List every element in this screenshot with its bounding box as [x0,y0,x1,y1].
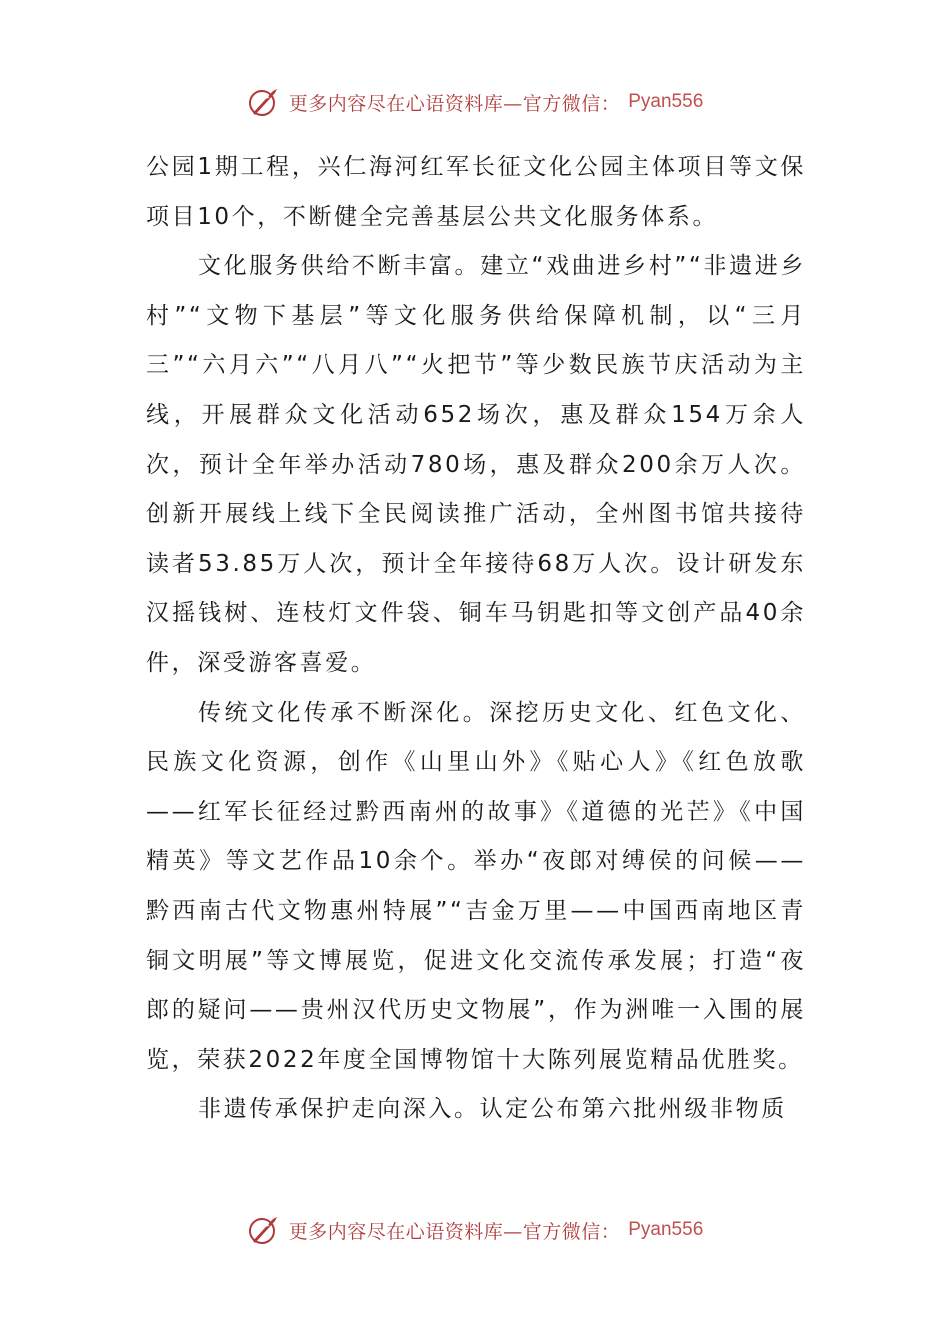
watermark-text: 更多内容尽在心语资料库—官方微信： [288,92,621,115]
document-body [146,143,806,1135]
quill-pen-logo-icon [247,1213,281,1247]
footer-watermark [0,1210,950,1250]
header-watermark [0,82,950,122]
paragraph-3: 传统文化传承不断深化。深挖历史文化、红色文化、民族文化资源，创作《山里山外》《贴心人》《红色放歌——红军长征经过黔西南州的故事》《道德的光芒》《中国精英》等文艺作品10余个。举办“夜郎对缚侯的问候——黔西南古代文物惠州特展”“吉金万里——中国西南地区青铜文明展”等文博展览，促进文化交流传承发展；打造“夜郎的疑问——贵州汉代历史文物展”，作为洲唯一入围的展览，荣获2022年度全国博物馆十大陈列展览精品优胜奖。 [146,699,806,1073]
paragraph-2: 文化服务供给不断丰富。建立“戏曲进乡村”“非遗进乡村”“文物下基层”等文化服务供给保障机制，以“三月三”“六月六”“八月八”“火把节”等少数民族节庆活动为主线，开展群众文化活动652场次，惠及群众154万余人次，预计全年举办活动780场，惠及群众200余万人次。创新开展线上线下全民阅读推广活动，全州图书馆共接待读者53.85万人次，预计全年接待68万人次。设计研发东汉摇钱树、连枝灯文件袋、铜车马钥匙扣等文创产品40余件，深受游客喜爱。 [146,253,806,676]
watermark-text: 更多内容尽在心语资料库—官方微信： [288,1220,621,1243]
watermark-handle: Pyan556 [628,1219,704,1240]
quill-pen-logo-icon [247,85,281,119]
paragraph-1: 公园1期工程，兴仁海河红军长征文化公园主体项目等文保项目10个，不断健全完善基层公共文化服务体系。 [146,154,806,230]
watermark-handle: Pyan556 [628,91,704,112]
paragraph-4: 非遗传承保护走向深入。认定公布第六批州级非物质 [198,1096,787,1123]
